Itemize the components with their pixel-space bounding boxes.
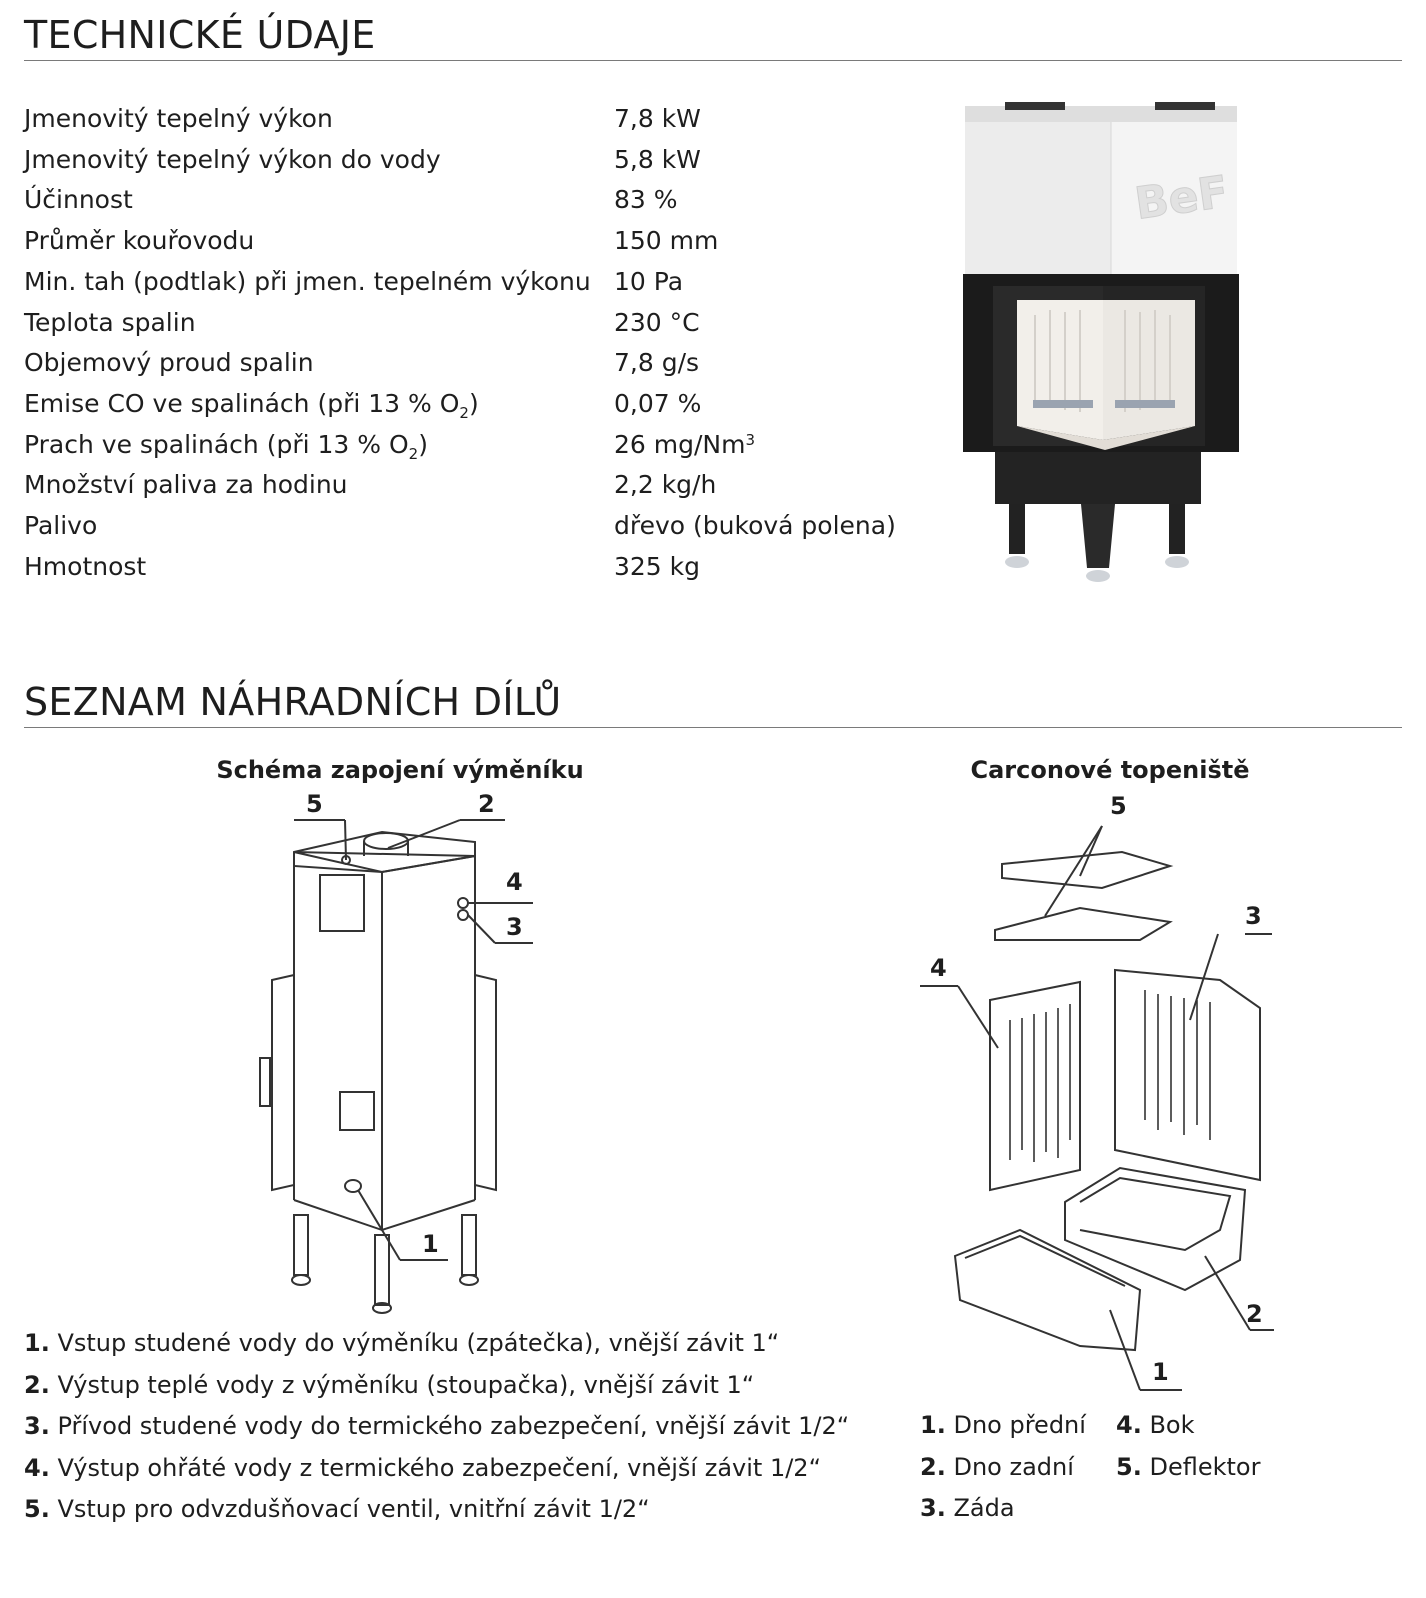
spec-label: Průměr kouřovodu <box>24 226 255 256</box>
spec-value: 0,07 % <box>614 388 702 418</box>
callout-4: 4 <box>506 868 523 896</box>
legend-item: 3. Záda <box>920 1494 1015 1522</box>
firebox-callout-2: 2 <box>1246 1300 1263 1328</box>
spec-label: Hmotnost <box>24 551 147 581</box>
section-heading-technical: TECHNICKÉ ÚDAJE <box>24 10 1402 61</box>
spec-label: Účinnost <box>24 185 133 215</box>
brand-logo-text: BeF <box>1131 166 1232 230</box>
spec-value: 2,2 kg/h <box>614 470 717 500</box>
spec-label: Jmenovitý tepelný výkon do vody <box>24 144 441 174</box>
spec-label: Emise CO ve spalinách (při 13 % $O_2$) <box>24 388 479 422</box>
section-heading-spare-parts: SEZNAM NÁHRADNÍCH DÍLŮ <box>24 677 1402 728</box>
callout-2: 2 <box>478 790 495 818</box>
spec-label: Jmenovitý tepelný výkon <box>24 104 333 133</box>
spec-value: 7,8 g/s <box>614 348 700 378</box>
callout-3: 3 <box>506 913 523 941</box>
spec-value: 10 Pa <box>614 266 684 296</box>
spec-label: Prach ve spalinách (při 13 % $O_2$) <box>24 429 428 463</box>
legend-item: 2. Výstup teplé vody z výměníku (stoupačka), vnější závit 1“ <box>24 1370 755 1399</box>
spec-value: 7,8 kW <box>614 104 701 133</box>
firebox-legend-col1 <box>920 1405 1086 1530</box>
fireplace-product-image <box>955 100 1265 610</box>
legend-item: 5. Vstup pro odvzdušňovací ventil, vnitřní závit 1/2“ <box>24 1495 650 1523</box>
spec-value: 5,8 kW <box>614 144 701 174</box>
legend-item: 5. Deflektor <box>1116 1452 1261 1481</box>
legend-item: 4. Výstup ohřáté vody z termického zabezpečení, vnější závit 1/2“ <box>24 1453 822 1482</box>
firebox-callout-5: 5 <box>1110 792 1127 820</box>
spec-value: 83 % <box>614 185 678 215</box>
spec-value: 325 kg <box>614 551 701 581</box>
spec-label: Min. tah (podtlak) při jmen. tepelném výkonu <box>24 266 591 296</box>
firebox-legend-col2 <box>1116 1405 1260 1488</box>
spec-value: 26 mg/Nm$^3$ <box>614 429 756 459</box>
callout-5: 5 <box>306 790 323 818</box>
exchanger-diagram <box>250 790 570 1330</box>
spec-value: 230 °C <box>614 307 700 337</box>
firebox-callout-4: 4 <box>930 954 947 982</box>
exchanger-legend <box>24 1323 849 1531</box>
spec-value: dřevo (buková polena) <box>614 511 896 540</box>
firebox-callout-3: 3 <box>1245 902 1262 930</box>
firebox-diagram <box>920 790 1290 1400</box>
legend-item: 1. Dno přední <box>920 1411 1086 1439</box>
spec-label: Teplota spalin <box>24 307 196 337</box>
spec-label: Množství paliva za hodinu <box>24 470 348 500</box>
spec-label: Palivo <box>24 511 98 540</box>
legend-item: 2. Dno zadní <box>920 1452 1074 1481</box>
spec-label: Objemový proud spalin <box>24 348 314 378</box>
firebox-callout-1: 1 <box>1152 1358 1169 1386</box>
legend-item: 3. Přívod studené vody do termického zabezpečení, vnější závit 1/2“ <box>24 1412 850 1440</box>
firebox-diagram-title: Carconové topeniště <box>970 756 1250 784</box>
legend-item: 4. Bok <box>1116 1411 1195 1439</box>
legend-item: 1. Vstup studené vody do výměníku (zpátečka), vnější závit 1“ <box>24 1329 780 1357</box>
exchanger-diagram-title: Schéma zapojení výměníku <box>216 756 584 784</box>
spec-value: 150 mm <box>614 226 719 256</box>
callout-1: 1 <box>422 1230 439 1258</box>
